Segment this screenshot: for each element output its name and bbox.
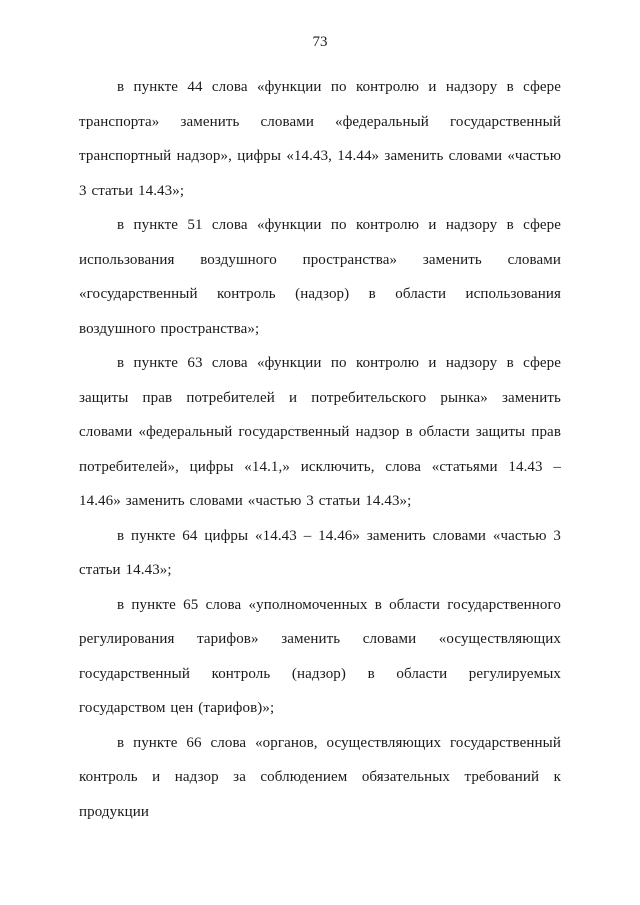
paragraph-item-66: в пункте 66 слова «органов, осуществляющих государственный контроль и надзор за соблюдением обязательных требований к продукции bbox=[79, 734, 561, 820]
paragraph-item-63: в пункте 63 слова «функции по контролю и надзору в сфере защиты прав потребителей и потребительского рынка» заменить словами «федеральный государственный надзор в области защиты прав потребителей», цифры «14.1,» исключить, слова «статьями 14.43 – 14.46» заменить словами «частью 3 статьи 14.43»; bbox=[79, 355, 561, 509]
paragraph-item-65: в пункте 65 слова «уполномоченных в области государственного регулирования тарифов» заменить словами «осуществляющих государственный контроль (надзор) в области регулируемых государством цен (тарифов)»; bbox=[79, 596, 561, 716]
paragraph-item-51: в пункте 51 слова «функции по контролю и надзору в сфере использования воздушного пространства» заменить словами «государственный контроль (надзор) в области использования воздушного пространства»; bbox=[79, 217, 561, 337]
document-body bbox=[79, 70, 561, 829]
paragraph-item-64: в пункте 64 цифры «14.43 – 14.46» заменить словами «частью 3 статьи 14.43»; bbox=[79, 527, 561, 578]
paragraph-item-44: в пункте 44 слова «функции по контролю и надзору в сфере транспорта» заменить словами «федеральный государственный транспортный надзор», цифры «14.43, 14.44» заменить словами «частью 3 статьи 14.43»; bbox=[79, 79, 561, 199]
page-number: 73 bbox=[312, 34, 328, 50]
